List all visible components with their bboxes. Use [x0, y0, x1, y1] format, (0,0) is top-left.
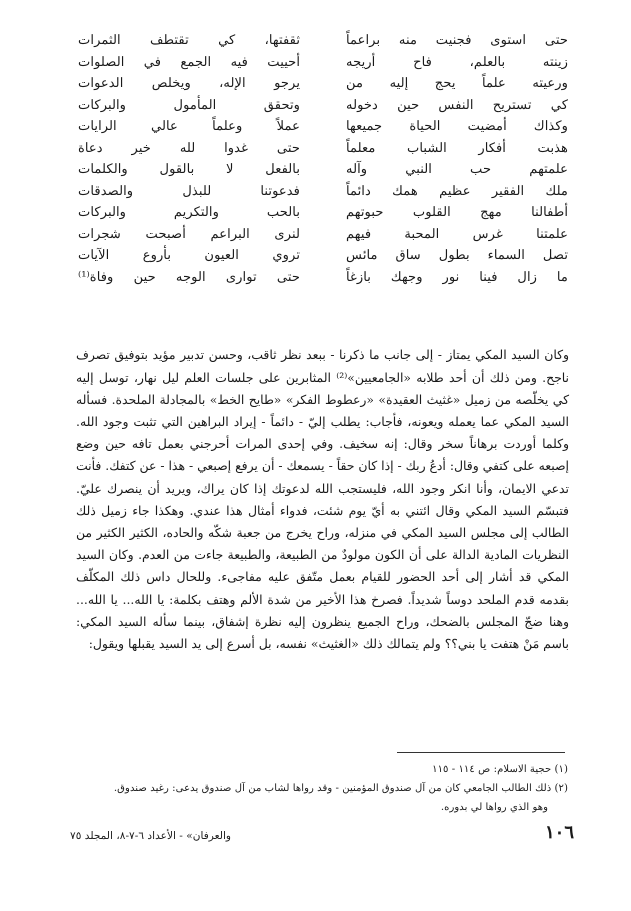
verse-first-hemistich: وكذاك أمضيت الحياة جميعها — [346, 119, 568, 134]
poem-verse — [78, 73, 568, 95]
verse-first-hemistich: تصل السماء بطول ساق مائس — [346, 248, 568, 263]
poem-verse — [78, 116, 568, 138]
verse-second-hemistich: تروي العيون بأروع الآيات — [78, 248, 300, 263]
footnotes — [90, 760, 568, 817]
verse-first-hemistich: ورعيته علماً يحج إليه من — [346, 76, 568, 91]
verse-second-hemistich: ثقفتها، كي تقتطف الثمرات — [78, 33, 300, 48]
poem-verse — [78, 30, 568, 52]
verse-first-hemistich: علمتهم حب النبي وآله — [346, 162, 568, 177]
poem-verse — [78, 245, 568, 267]
verse-first-hemistich: كي تستريح النفس حين دخوله — [346, 97, 568, 113]
verse-second-hemistich: بالفعل لا بالقول والكلمات — [78, 162, 300, 177]
page-footer — [70, 822, 574, 850]
verse-first-hemistich: علمتنا غرس المحبة فيهم — [346, 226, 568, 242]
footnote-2: (٢) ذلك الطالب الجامعي كان من آل صندوق المؤمنين - وقد رواها لشاب من آل صندوق يدعى: رغيد صندوق. — [113, 783, 568, 794]
poem-verse — [78, 95, 568, 117]
verse-second-hemistich: حتى توارى الوجه حين وفاة⁽¹⁾ — [78, 269, 300, 285]
poem-verse — [78, 159, 568, 181]
verse-second-hemistich: حتى غدوا لله خير دعاة — [78, 140, 300, 156]
verse-second-hemistich: وتحقق المأمول والبركات — [78, 97, 300, 113]
footnote-1: (١) حجية الاسلام: ص ١١٤ - ١١٥ — [432, 764, 568, 775]
verse-first-hemistich: حتى استوى فجنيت منه براعماً — [346, 33, 568, 48]
verse-second-hemistich: لنرى البراعم أصبحت شجرات — [78, 226, 300, 242]
poem-verse — [78, 202, 568, 224]
verse-first-hemistich: ملك الفقير عظيم همك دائماً — [346, 183, 568, 199]
footnote-2-continuation: وهو الذي رواها لي بدوره. — [440, 802, 548, 813]
verse-second-hemistich: فدعوتنا للبذل والصدقات — [78, 183, 300, 199]
poem-verse — [78, 181, 568, 203]
verse-first-hemistich: زينته بالعلم، فاح أريجه — [346, 54, 568, 70]
journal-citation: والعرفان» - الأعداد ٦-٧-٨، المجلد ٧٥ — [70, 830, 232, 842]
body-paragraph: وكان السيد المكي يمتاز - إلى جانب ما ذكرنا - ببعد نظر ثاقب، وحسن تدبير مؤيد بتوفيق تصرف ناجح. ومن ذلك أن أحد طلابه «الجامعيين»⁽²⁾ المثابرين على جلسات العلم ليل نهار، توسل إليه كي يخلّصه من زميل «غثيث العقيدة» «رعطوط الفكر» «طايح الخط» بالمجادلة الملحدة. فسأله السيد المكي عما يعمله ويعونه، فأجاب: يطلب إليّ - دائماً - إيراد البراهين التي تثبت وجود الله. وكلما أوردت برهاناً سخر وقال: إنه سخيف. وفي إحدى المرات أحرجني بعمل تافه حين وضع إصبعه على كتفي وقال: أدعُ ربك - إذا كان حقاً - يسمعك - أن يرفع إصبعي - هذا - عن كتفك. فأنت تدعي الايمان، وأنا انكر وجود الله، فليستجب الله لدعوتك إذا كان يراك، ويريد أن ينصرك عليّ. فتبسّم السيد المكي وقال ائتني به أيّ يوم شئت، فدواء أمثال هذا عندي. وهكذا جاء زميل ذلك الطالب إلى مجلس السيد المكي في منزله، وراح يخرج من جعبة شكّه والحاده، الكثير الكثير من النظريات المادية الدالة على أن الكون مولودٌ من الطبيعة، والطبيعة جاءت من العدم. وكان السيد المكي قد أشار إلى أحد الحضور للقيام بعمل متّفق عليه مفاجىء. وللحال داس ذلك المكلّف بقدمه قدم الملحد دوساً شديداً. فصرخ هذا الأخير من شدة الألم وهتف بكلمة: يا الله... يا الله... وهنا ضجّ المجلس بالضحك، وراح الجميع ينظرون إليه نظرة إشفاق، بينما سأله السيد المكي: باسم مَنْ هتفت يا بني؟؟ ولم يتمالك ذلك «الغثيث» نفسه، بل أسرع إلى يد السيد يقبلها ويقول: — [76, 347, 569, 652]
footnote-divider — [397, 752, 565, 753]
verse-second-hemistich: أحييت فيه الجمع في الصلوات — [78, 54, 300, 70]
poem-verse — [78, 267, 568, 289]
poem-block — [78, 30, 568, 330]
verse-first-hemistich: ما زال فينا نور وجهك بازغاً — [346, 269, 568, 285]
verse-second-hemistich: يرجو الإله، ويخلص الدعوات — [78, 76, 300, 91]
poem-verse — [78, 224, 568, 246]
poem-verse — [78, 138, 568, 160]
verse-second-hemistich: عملاً وعلماً عالي الرايات — [78, 119, 300, 134]
page-number: ١٠٦ — [544, 822, 574, 843]
verse-first-hemistich: أطفالنا مهج القلوب حبوتهم — [346, 205, 568, 220]
verse-second-hemistich: بالحب والتكريم والبركات — [78, 205, 300, 220]
verse-first-hemistich: هذبت أفكار الشباب معلماً — [346, 140, 568, 156]
poem-verse — [78, 52, 568, 74]
